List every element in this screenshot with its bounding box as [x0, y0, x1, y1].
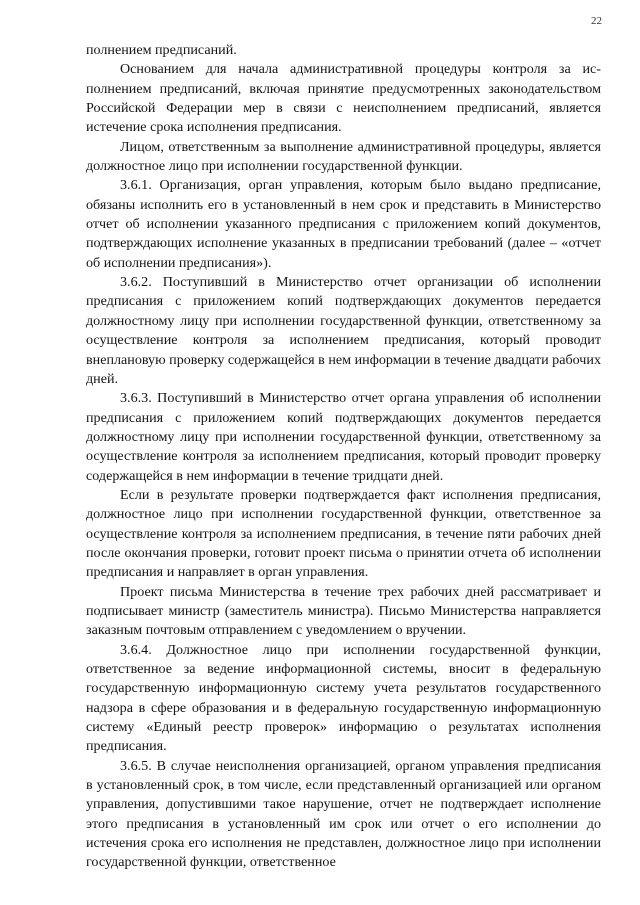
paragraph-3-6-4: 3.6.4. Должностное лицо при исполнении государственной функции, ответственное за ведение информационной системы, вносит в федеральную государственную информационную систему учета результатов государственного надзора в сфере образования и в федеральную государственную информационную систему «Единый реестр проверок» информацию о результатах исполнения предписания.: [86, 641, 601, 755]
paragraph-ministry-letter: Проект письма Министерства в течение трех рабочих дней рассматривает и подписывает министр (заместитель министра). Письмо Министерства направляется заказным почтовым отправлением с уведомлением о вручении.: [86, 583, 601, 639]
page-number: 22: [591, 15, 602, 27]
paragraph-verification-result: Если в результате проверки подтверждается факт исполнения предписания, должностное лицо при исполнении государственной функции, ответственное за осуществление контроля за исполнением предписания, в течение пяти рабочих дней после окончания проверки, готовит проект письма о принятии отчета об исполнении предписания и направляет в орган управления.: [86, 486, 601, 581]
paragraph-grounds: Основанием для начала административной процедуры контроля за исполнением предписаний, включая принятие предусмотренных законодательством Российской Федерации мер в связи с неисполнением предписаний, является истечение срока исполнения предписания.: [86, 61, 601, 136]
paragraph-continuation: полнением предписаний.: [86, 42, 237, 58]
paragraph-3-6-2: 3.6.2. Поступивший в Министерство отчет организации об исполнении предписания с приложением копий подтверждающих документов передается должностному лицу при исполнении государственной функции, ответственному за осуществление контроля за исполнением предписания, который проводит внеплановую проверку содержащейся в нем информации в течение двадцати рабочих дней.: [86, 274, 601, 387]
paragraph-responsible-person: Лицом, ответственным за выполнение административной процедуры, является должностное лицо при исполнении государственной функции.: [86, 138, 601, 175]
paragraph-3-6-1: 3.6.1. Организация, орган управления, которым было выдано предписание, обязаны исполнить его в установленный в нем срок и представить в Министерство отчет об исполнении указанного предписания с приложением копий документов, подтверждающих исполнение указанных в предписании требований (далее – «отчет об исполнении предписания»).: [86, 177, 601, 271]
document-body: [86, 41, 601, 873]
paragraph-3-6-3: 3.6.3. Поступивший в Министерство отчет органа управления об исполнении предписания с приложением копий подтверждающих документов передается должностному лицу при исполнении государственной функции, ответственному за осуществление контроля за исполнением предписания, который проводит проверку содержащейся в нем информации в течение тридцати дней.: [86, 390, 601, 484]
paragraph-3-6-5: 3.6.5. В случае неисполнения организацией, органом управления предписания в установленный срок, в том числе, если представленный организацией или органом управления, допустившими такое нарушение, отчет не подтверждает исполнение этого предписания в установленный им срок или отчет о его исполнении до истечения срока его исполнения не представлен, должностное лицо при исполнении государственной функции, ответственное: [86, 757, 601, 871]
